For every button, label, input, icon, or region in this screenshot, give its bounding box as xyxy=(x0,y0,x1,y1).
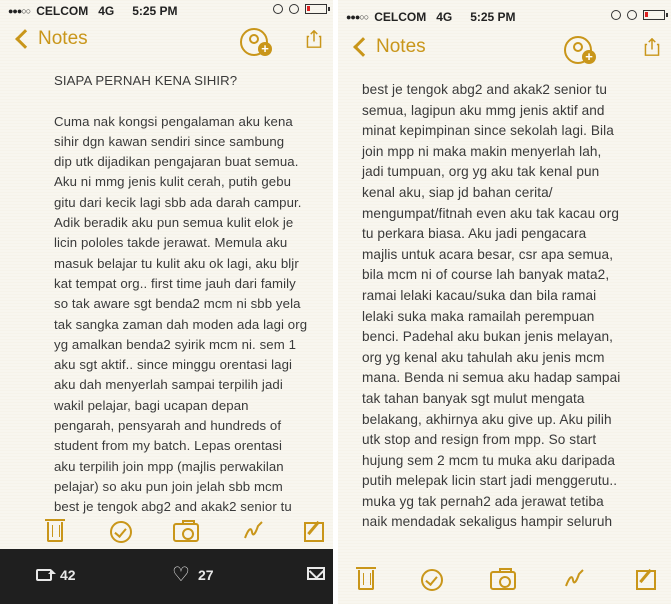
network-type: 4G xyxy=(436,10,453,24)
note-line: kenal aku, siap jd bahan cerita/ xyxy=(362,184,553,200)
alarm-icon xyxy=(627,10,637,20)
carrier-name: CELCOM xyxy=(374,10,427,24)
compose-icon[interactable] xyxy=(636,570,656,590)
checklist-icon[interactable] xyxy=(421,569,443,591)
note-line: join mpp ni maka makin menyerlah lah, xyxy=(362,143,602,159)
note-line: best je tengok abg2 and akak2 senior tu xyxy=(362,82,607,97)
note-line: pengarah, pensyarah and hundreds of xyxy=(54,418,282,434)
notes-screenshot-left xyxy=(0,0,333,604)
note-line: best je tengok abg2 and akak2 senior tu xyxy=(54,499,292,515)
status-time: 5:25 PM xyxy=(132,4,178,18)
back-to-notes-button[interactable] xyxy=(352,36,426,58)
compose-icon[interactable] xyxy=(304,522,324,542)
note-line: tu perkara biasa. Aku jadi pengacara xyxy=(362,226,587,242)
note-line: aku sgt aktif.. since minggu orentasi lagi xyxy=(54,357,293,373)
back-button-label: Notes xyxy=(38,28,88,49)
status-indicators xyxy=(611,10,665,20)
chevron-left-icon xyxy=(15,29,35,49)
note-line: org yg kenal aku tahulah aku jenis mcm xyxy=(362,349,605,365)
note-line: bila mcm ni of course lah banyak mata2, xyxy=(362,267,610,283)
chevron-left-icon xyxy=(353,37,373,57)
retweet-icon xyxy=(36,569,52,581)
note-line: jadi tumpuan, org yg aku tak kenal pun xyxy=(362,164,600,180)
back-to-notes-button[interactable] xyxy=(14,28,88,50)
checklist-icon[interactable] xyxy=(110,521,132,543)
note-line: Adik beradik aku pun semua kulit elok je xyxy=(54,215,294,231)
carrier-name: CELCOM xyxy=(36,4,89,18)
like-button[interactable] xyxy=(172,564,214,586)
notes-screenshot-right xyxy=(338,0,671,604)
note-line: Cuma nak kongsi pengalaman aku kena xyxy=(54,113,293,129)
sketch-icon[interactable] xyxy=(242,520,266,544)
note-line: hujung sem 2 mcm tu muka aku daripada xyxy=(362,452,616,468)
notes-toolbar xyxy=(0,518,333,550)
note-line: masuk belajar tu kulit aku ok lagi, aku bljr xyxy=(54,255,299,271)
note-line: sihir dgn kawan sendiri since sambung xyxy=(54,133,285,149)
note-line: mana. Benda ni semua aku hadap sampai xyxy=(362,370,621,386)
note-line: gitu dari kecik lagi sbb ada darah campur. xyxy=(54,194,302,210)
add-person-plus-icon: + xyxy=(582,50,596,64)
note-line: putih melepak licin start jadi menggerutu.. xyxy=(362,473,618,489)
note-line: semua, lagipun aku mmg jenis aktif and xyxy=(362,102,605,118)
note-line: mengumpat/fitnah even aku tak kacau org xyxy=(362,205,620,221)
retweet-count: 42 xyxy=(60,567,76,583)
heart-icon: ♡ xyxy=(172,564,190,586)
note-line: aku dah menyerlah sampai terpilih jadi xyxy=(54,377,283,393)
note-line: so tak aware sgt benda2 mcm ni sbb yela xyxy=(54,296,301,312)
alarm-icon xyxy=(289,4,299,14)
mail-icon xyxy=(307,567,325,580)
note-line: aku terpilih join mpp (majlis perwakilan xyxy=(54,458,284,474)
note-line: SIAPA PERNAH KENA SIHIR? xyxy=(54,73,238,88)
trash-icon[interactable] xyxy=(358,570,374,590)
camera-icon[interactable] xyxy=(173,523,199,542)
note-body[interactable] xyxy=(362,80,661,533)
battery-icon xyxy=(643,10,665,20)
note-line: belakang, akhirnya aku give up. Aku pilih xyxy=(362,411,612,427)
like-count: 27 xyxy=(197,567,214,583)
notes-toolbar xyxy=(338,566,671,598)
trash-icon[interactable] xyxy=(47,522,63,542)
signal-strength-icon: ●●●○○ xyxy=(8,6,31,16)
note-line: majlis untuk acara besar, csr apa semua, xyxy=(362,246,614,262)
nav-bar xyxy=(338,32,671,68)
note-line: lelaki suka maka ramailah perempuan xyxy=(362,308,595,324)
note-line: muka yg tak pernah2 ada jerawat tetiba xyxy=(362,493,604,509)
nav-bar xyxy=(0,24,333,60)
note-line: ramai lelaki kacau/suka dan bila ramai xyxy=(362,287,597,303)
note-line: minat kepimpinan since sekolah lagi. Bila xyxy=(362,123,614,139)
direct-message-button[interactable] xyxy=(307,567,325,580)
note-line: student from my batch. Lepas orentasi xyxy=(54,438,283,454)
share-icon[interactable] xyxy=(643,38,661,56)
sketch-icon[interactable] xyxy=(563,568,587,592)
status-bar xyxy=(0,0,333,22)
note-body[interactable] xyxy=(54,71,323,518)
note-line: Aku ni mmg jenis kulit cerah, putih gebu xyxy=(54,174,292,190)
note-line: tak tahan banyak sgt mulut mengata xyxy=(362,390,585,406)
note-line: kat tempat org.. first time jauh dari family xyxy=(54,275,296,291)
status-indicators xyxy=(273,4,327,14)
rotation-lock-icon xyxy=(273,4,283,14)
rotation-lock-icon xyxy=(611,10,621,20)
note-line: naik mendadak sekaligus hampir seluruh xyxy=(362,514,613,530)
status-time: 5:25 PM xyxy=(470,10,516,24)
battery-icon xyxy=(305,4,327,14)
note-line: yg amalkan benda2 syirik mcm ni. sem 1 xyxy=(54,336,296,352)
note-line: utk stop and resign from mpp. So start xyxy=(362,432,597,448)
retweet-button[interactable] xyxy=(36,567,76,583)
camera-icon[interactable] xyxy=(490,571,516,590)
note-line: licin pololes takde jerawat. Memula aku xyxy=(54,235,288,251)
tweet-action-bar xyxy=(0,549,333,604)
note-line xyxy=(54,91,323,111)
signal-strength-icon: ●●●○○ xyxy=(346,12,369,22)
note-line: wakil pelajar, bagi ucapan depan xyxy=(54,397,249,413)
network-type: 4G xyxy=(98,4,115,18)
note-line: pelajar) so aku pun join jelah sbb mcm xyxy=(54,478,283,494)
note-line: tak sangka zaman dah moden ada lagi org xyxy=(54,316,308,332)
status-bar xyxy=(338,6,671,28)
back-button-label: Notes xyxy=(376,36,426,57)
share-icon[interactable] xyxy=(305,30,323,48)
add-person-plus-icon: + xyxy=(258,42,272,56)
note-line: dip utk dijadikan pengajaran buat semua. xyxy=(54,154,299,170)
note-line: benci. Padehal aku bukan jenis melayan, xyxy=(362,329,614,345)
